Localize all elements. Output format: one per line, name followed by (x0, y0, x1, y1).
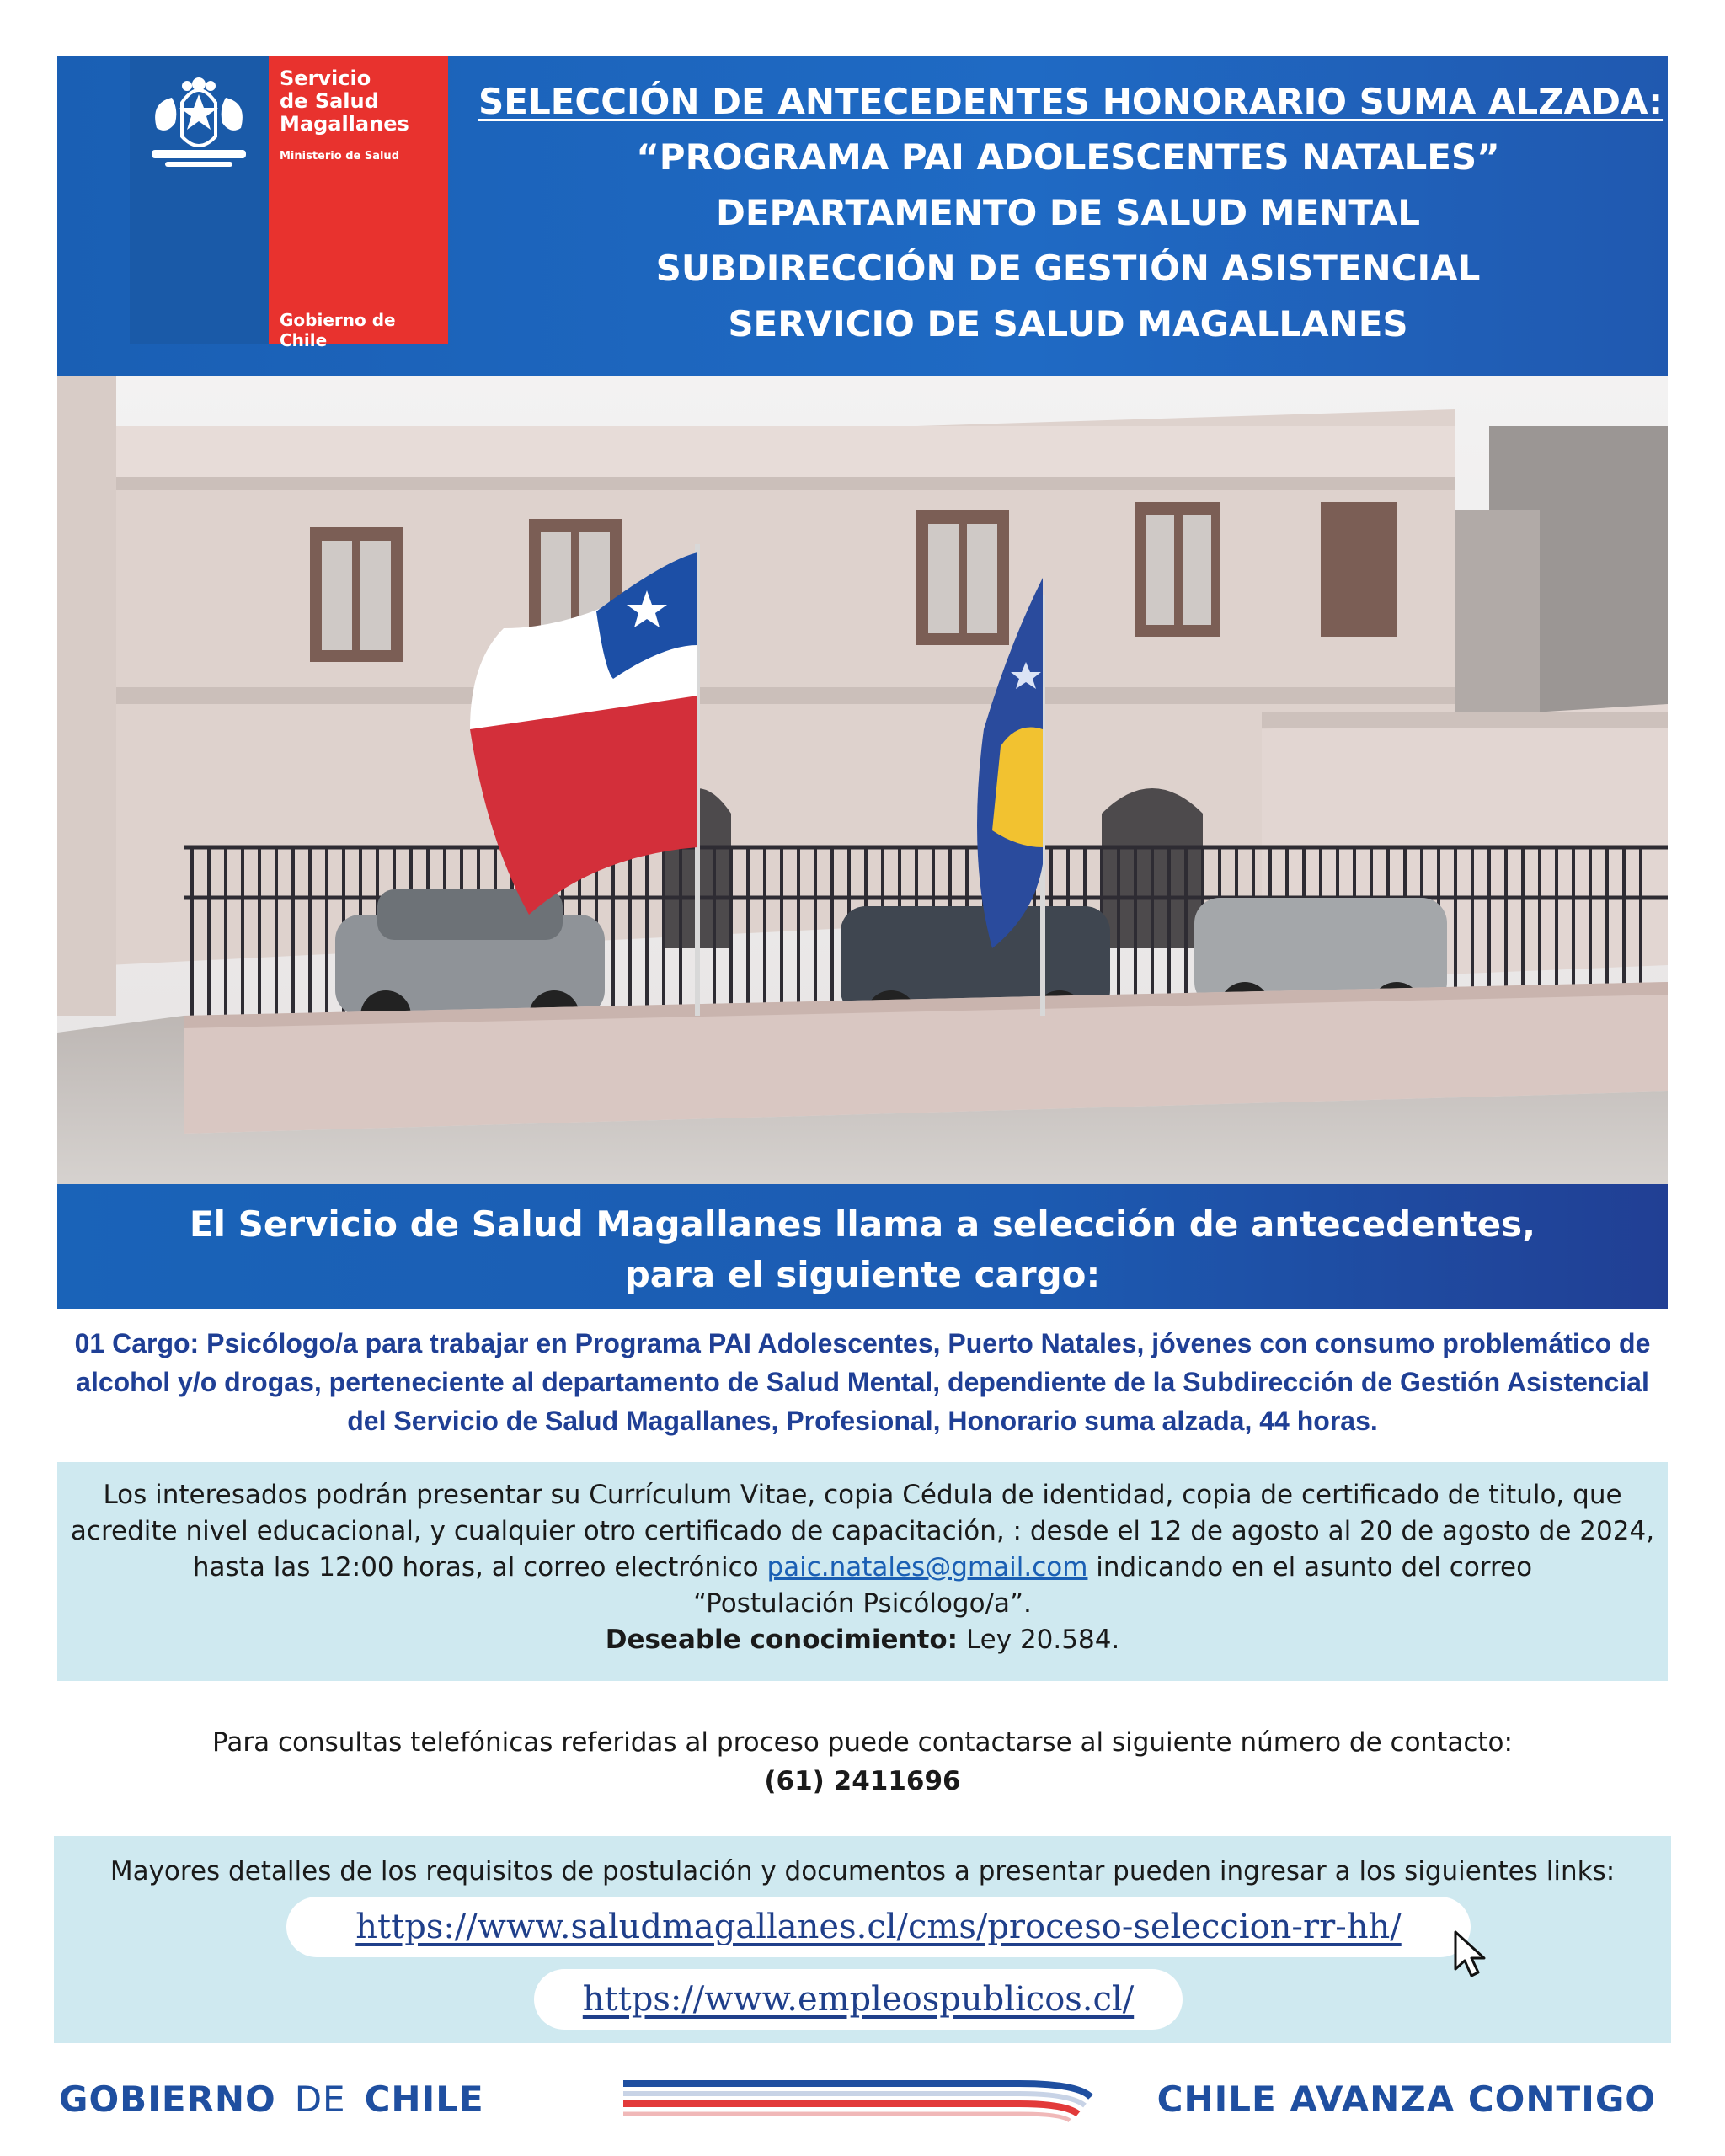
header-line-5: SERVICIO DE SALUD MAGALLANES (728, 303, 1408, 344)
contact-phone: (61) 2411696 (764, 1766, 961, 1796)
links-intro: Mayores detalles de los requisitos de postulación y documentos a presentar pueden ingresar a los siguientes links: (109, 1856, 1616, 1886)
cargo-line-1: 01 Cargo: Psicólogo/a para trabajar en Programa PAI Adolescentes, Puerto Natales, jóvenes con consumo problemático de (74, 1328, 1651, 1358)
header-line-2: “PROGRAMA PAI ADOLESCENTES NATALES” (636, 136, 1500, 178)
req-line-4: “Postulación Psicólogo/a”. (693, 1588, 1032, 1619)
footer-slogan: CHILE AVANZA CONTIGO (1156, 2079, 1656, 2120)
desirable-knowledge (57, 1622, 1668, 1658)
cargo-line-2: alcohol y/o drogas, perteneciente al departamento de Salud Mental, dependiente de la Subdirección de Gestión Asistencial (76, 1367, 1649, 1397)
req-line-1: Los interesados podrán presentar su Currículum Vitae, copia Cédula de identidad, copia de certificado de titulo, que (103, 1480, 1622, 1510)
ministry-logo (130, 56, 448, 350)
header-line-3: DEPARTAMENTO DE SALUD MENTAL (715, 192, 1421, 233)
header-line-1: SELECCIÓN DE ANTECEDENTES HONORARIO SUMA ALZADA: (478, 81, 1664, 122)
footer-gobierno: GOBIERNO DE CHILE (59, 2079, 484, 2120)
building-photo (57, 376, 1668, 1184)
desirable-label: Deseable conocimiento: (605, 1625, 959, 1655)
cargo-line-3: del Servicio de Salud Magallanes, Profesional, Honorario suma alzada, 44 horas. (347, 1406, 1378, 1436)
position-description (57, 1324, 1668, 1440)
banner-line-1: El Servicio de Salud Magallanes llama a selección de antecedentes, (189, 1203, 1536, 1245)
logo-ministry: Ministerio de Salud (280, 150, 399, 163)
contact-section (57, 1723, 1668, 1801)
requirements-box (57, 1462, 1668, 1681)
building-illustration (57, 376, 1668, 1184)
desirable-value: Ley 20.584. (958, 1625, 1120, 1655)
req-line-3: hasta las 12:00 horas, al correo electrónico paic.natales@gmail.com indicando en el asunto del correo (192, 1552, 1533, 1582)
banner-line-2: para el siguiente cargo: (624, 1254, 1101, 1295)
mouse-pointer-icon (1452, 1929, 1491, 1979)
email-link[interactable]: paic.natales@gmail.com (766, 1552, 1088, 1582)
links-box (54, 1836, 1671, 2043)
coat-of-arms-icon (140, 69, 258, 179)
header-banner (57, 56, 1668, 376)
req-line-2: acredite nivel educacional, y cualquier otro certificado de capacitación, : desde el 12 de agosto al 20 de agosto de 2024, (70, 1516, 1655, 1546)
header-line-4: SUBDIRECCIÓN DE GESTIÓN ASISTENCIAL (655, 248, 1481, 289)
header-title (478, 74, 1664, 352)
call-banner (57, 1184, 1668, 1309)
logo-government: Gobierno de Chile (280, 310, 396, 350)
link-empleos-publicos[interactable]: https://www.empleospublicos.cl/ (534, 1969, 1183, 2030)
link-salud-magallanes[interactable]: https://www.saludmagallanes.cl/cms/proceso-seleccion-rr-hh/ (286, 1897, 1471, 1957)
logo-title: Servicio de Salud Magallanes (280, 67, 409, 136)
contact-text: Para consultas telefónicas referidas al proceso puede contactarse al siguiente número de contacto: (212, 1727, 1513, 1758)
flag-stripes-icon (623, 2072, 1095, 2122)
